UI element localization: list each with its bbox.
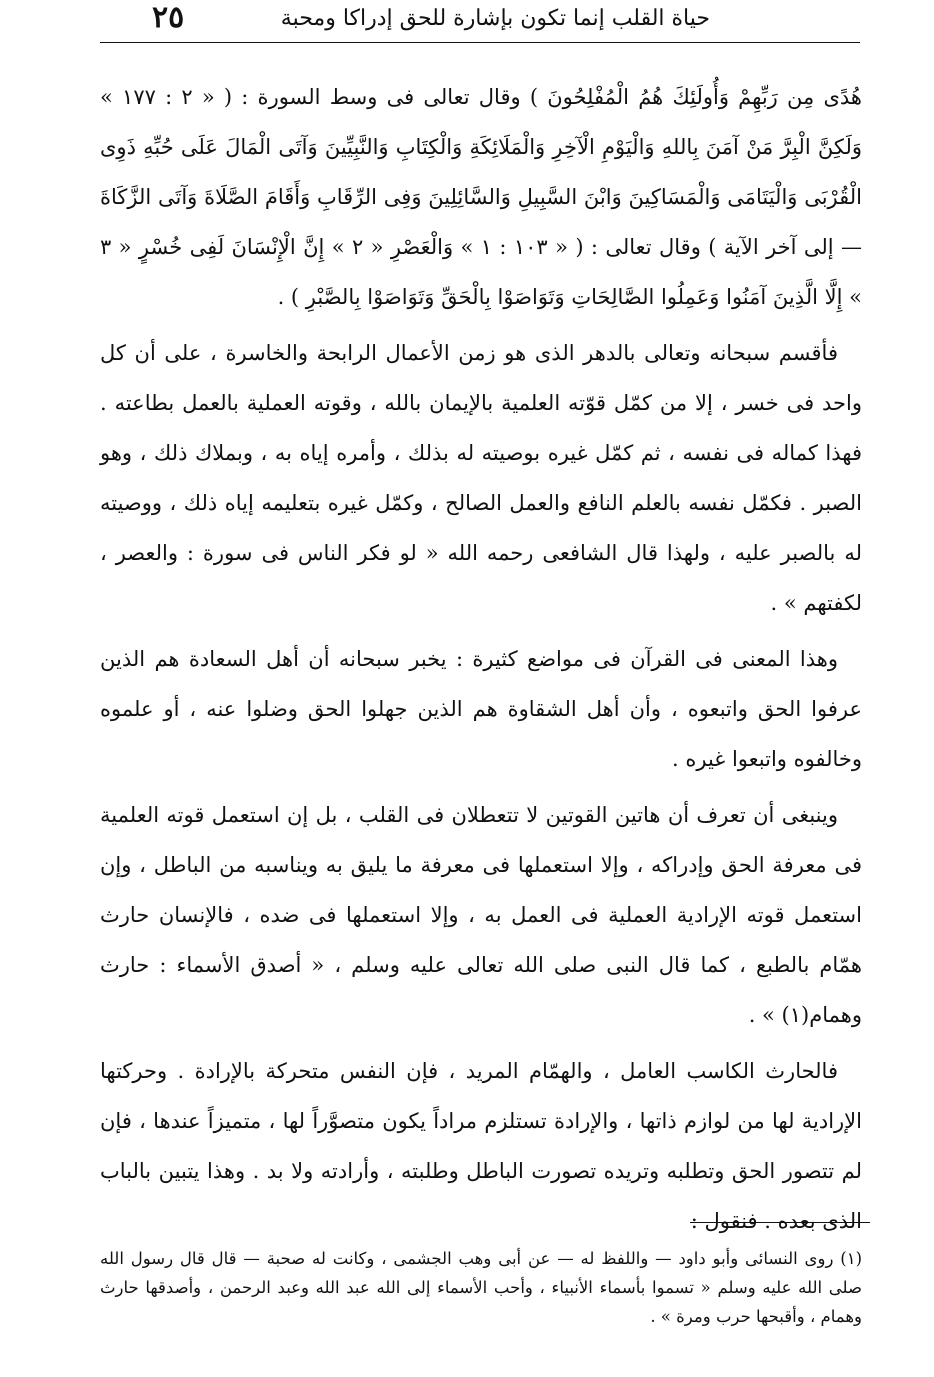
footnote-1: (١) روى النسائى وأبو داود — واللفظ له — عن أبى وهب الجشمى ، وكانت له صحبة — قال قال رسول الله صلى الله عليه وسلم « تسموا بأسماء الأنبياء ، وأحب الأسماء إلى الله عبد الله وعبد الرحمن ، وأصدقها حارث وهمام ، وأقبحها حرب ومرة » .	[100, 1249, 862, 1326]
page-header	[100, 0, 860, 43]
page-number: ٢٥	[152, 0, 185, 35]
paragraph-quran-verses: هُدًى مِن رَبِّهِمْ وَأُولَئِكَ هُمُ الْمُفْلِحُونَ ) وقال تعالى فى وسط السورة : ( « ٢ : ١٧٧ » وَلَكِنَّ الْبِرَّ مَنْ آمَنَ بِاللهِ وَالْيَوْمِ الْآخِرِ وَالْمَلَائِكَةِ وَالْكِتَابِ وَالنَّبِيِّينَ وَآتَى الْمَالَ عَلَى حُبِّهِ ذَوِى الْقُرْبَى وَالْيَتَامَى وَالْمَسَاكِينَ وَابْنَ السَّبِيلِ وَالسَّائِلِينَ وَفِى الرِّقَابِ وَأَقَامَ الصَّلَاةَ وَآتَى الزَّكَاةَ — إلى آخر الآية ) وقال تعالى : ( « ١٠٣ : ١ » وَالْعَصْرِ « ٢ » إِنَّ الْإِنْسَانَ لَفِى خُسْرٍ « ٣ » إِلَّا الَّذِينَ آمَنُوا وَعَمِلُوا الصَّالِحَاتِ وَتَوَاصَوْا بِالْحَقِّ وَتَوَاصَوْا بِالصَّبْرِ ) .	[100, 85, 862, 309]
paragraph-oath-commentary: فأقسم سبحانه وتعالى بالدهر الذى هو زمن الأعمال الرابحة والخاسرة ، على أن كل واحد فى خسر ، إلا من كمّل قوّته العلمية بالإيمان بالله ، وقوته العملية بالعمل بطاعته . فهذا كماله فى نفسه ، ثم كمّل غيره بوصيته له بذلك ، وأمره إياه به ، وبملاك ذلك ، وهو الصبر . فكمّل نفسه بالعلم النافع والعمل الصالح ، وكمّل غيره بتعليمه إياه ذلك ، ووصيته له بالصبر عليه ، ولهذا قال الشافعى رحمه الله « لو فكر الناس فى سورة : والعصر ، لكفتهم » .	[100, 341, 862, 615]
paragraph-will-and-motion: فالحارث الكاسب العامل ، والهمّام المريد ، فإن النفس متحركة بالإرادة . وحركتها الإرادية لها من لوازم ذاتها ، والإرادة تستلزم مراداً يكون متصوَّراً لها ، متميزاً عندها ، فإن لم تتصور الحق وتطلبه وتريده تصورت الباطل وطلبته ، وأرادته ولا بد . وهذا يتبين بالباب الذى بعده . فنقول :	[100, 1059, 863, 1233]
paragraph-quran-meaning: وهذا المعنى فى القرآن فى مواضع كثيرة : يخبر سبحانه أن أهل السعادة هم الذين عرفوا الحق واتبعوه ، وأن أهل الشقاوة هم الذين جهلوا الحق وضلوا عنه ، أو علموه وخالفوه واتبعوا غيره .	[100, 647, 862, 771]
body-text	[100, 72, 862, 1246]
running-title: حياة القلب إنما تكون بإشارة للحق إدراكا ومحبة	[280, 6, 710, 31]
paragraph-two-faculties: وينبغى أن تعرف أن هاتين القوتين لا تتعطلان فى القلب ، بل إن استعمل قوته العلمية فى معرفة الحق وإدراكه ، وإلا استعملها فى معرفة ما يليق به ويناسبه من الباطل ، وإن استعمل قوته الإرادية العملية فى العمل به ، وإلا استعملها فى ضده ، فالإنسان حارث همّام بالطبع ، كما قال النبى صلى الله تعالى عليه وسلم ، « أصدق الأسماء : حارث وهمام(١) » .	[100, 803, 862, 1027]
footnotes	[100, 1244, 862, 1331]
footnote-divider	[690, 1222, 870, 1223]
